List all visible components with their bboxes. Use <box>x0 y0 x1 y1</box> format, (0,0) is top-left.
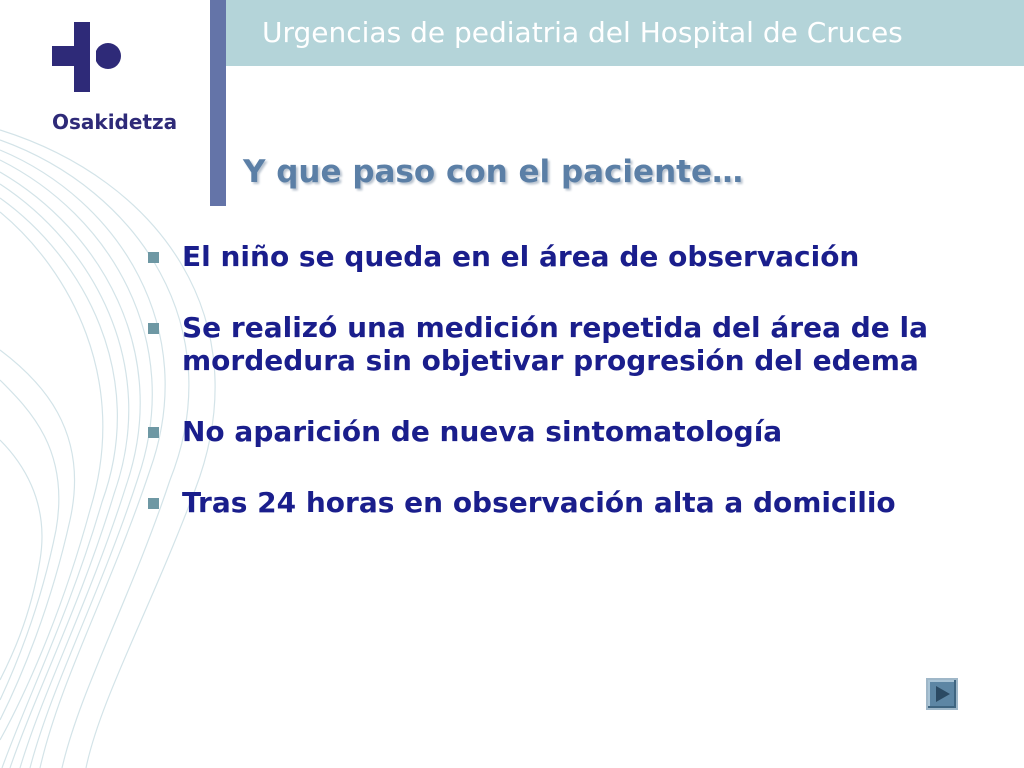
bullet-item <box>146 486 966 519</box>
bullet-text: Se realizó una medición repetida del área de la mordedura sin objetivar progresión del edema <box>182 311 928 377</box>
slide-title: Y que paso con el paciente… <box>243 154 743 190</box>
bullet-item <box>146 311 966 377</box>
bullet-text: No aparición de nueva sintomatología <box>182 415 783 448</box>
square-bullet-icon <box>148 427 159 438</box>
bullet-text: El niño se queda en el área de observación <box>182 240 860 273</box>
osakidetza-logo <box>48 22 188 142</box>
logo-wordmark: Osakidetza <box>52 110 178 134</box>
next-slide-button[interactable] <box>926 678 958 710</box>
header-title: Urgencias de pediatria del Hospital de Cruces <box>262 16 903 49</box>
play-right-icon <box>934 685 952 703</box>
bullet-list <box>146 240 966 557</box>
osakidetza-cross-icon <box>52 22 122 92</box>
bullet-text: Tras 24 horas en observación alta a domicilio <box>182 486 896 519</box>
square-bullet-icon <box>148 323 159 334</box>
header-vertical-bar <box>210 0 226 206</box>
bullet-item <box>146 415 966 448</box>
bullet-item <box>146 240 966 273</box>
square-bullet-icon <box>148 498 159 509</box>
square-bullet-icon <box>148 252 159 263</box>
